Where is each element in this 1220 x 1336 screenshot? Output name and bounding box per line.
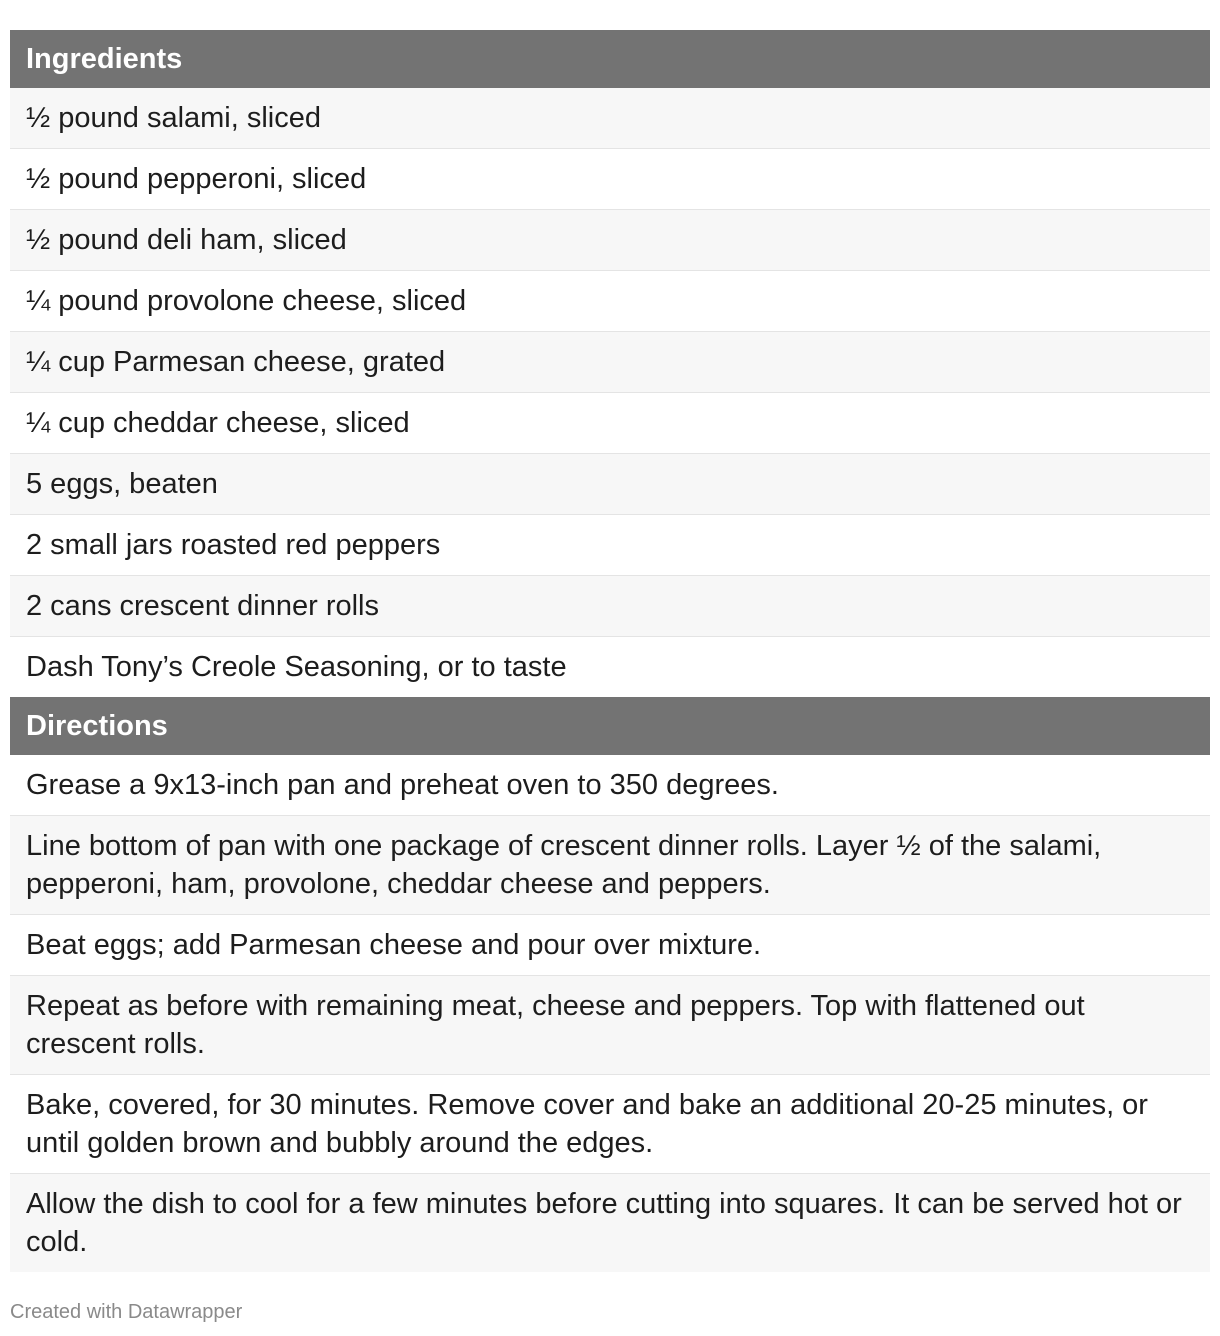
directions-list bbox=[10, 755, 1210, 1272]
ingredient-row: Dash Tony’s Creole Seasoning, or to taste bbox=[10, 637, 1210, 697]
ingredients-header: Ingredients bbox=[10, 30, 1210, 88]
ingredient-row: ½ pound deli ham, sliced bbox=[10, 210, 1210, 271]
direction-row: Allow the dish to cool for a few minutes before cutting into squares. It can be served hot or cold. bbox=[10, 1174, 1210, 1272]
ingredient-row: ½ pound salami, sliced bbox=[10, 88, 1210, 149]
direction-row: Grease a 9x13-inch pan and preheat oven to 350 degrees. bbox=[10, 755, 1210, 816]
recipe-table bbox=[10, 30, 1210, 1272]
datawrapper-credit: Created with Datawrapper bbox=[10, 1301, 243, 1323]
ingredient-row: ¼ cup cheddar cheese, sliced bbox=[10, 393, 1210, 454]
ingredient-row: 2 cans crescent dinner rolls bbox=[10, 576, 1210, 637]
ingredient-row: ¼ pound provolone cheese, sliced bbox=[10, 271, 1210, 332]
direction-row: Beat eggs; add Parmesan cheese and pour over mixture. bbox=[10, 915, 1210, 976]
directions-header: Directions bbox=[10, 697, 1210, 755]
direction-row: Line bottom of pan with one package of crescent dinner rolls. Layer ½ of the salami, pepperoni, ham, provolone, cheddar cheese and peppers. bbox=[10, 816, 1210, 915]
ingredient-row: ¼ cup Parmesan cheese, grated bbox=[10, 332, 1210, 393]
direction-row: Repeat as before with remaining meat, cheese and peppers. Top with flattened out crescent rolls. bbox=[10, 976, 1210, 1075]
ingredients-list bbox=[10, 88, 1210, 697]
direction-row: Bake, covered, for 30 minutes. Remove cover and bake an additional 20-25 minutes, or until golden brown and bubbly around the edges. bbox=[10, 1075, 1210, 1174]
ingredient-row: 5 eggs, beaten bbox=[10, 454, 1210, 515]
ingredient-row: ½ pound pepperoni, sliced bbox=[10, 149, 1210, 210]
ingredient-row: 2 small jars roasted red peppers bbox=[10, 515, 1210, 576]
